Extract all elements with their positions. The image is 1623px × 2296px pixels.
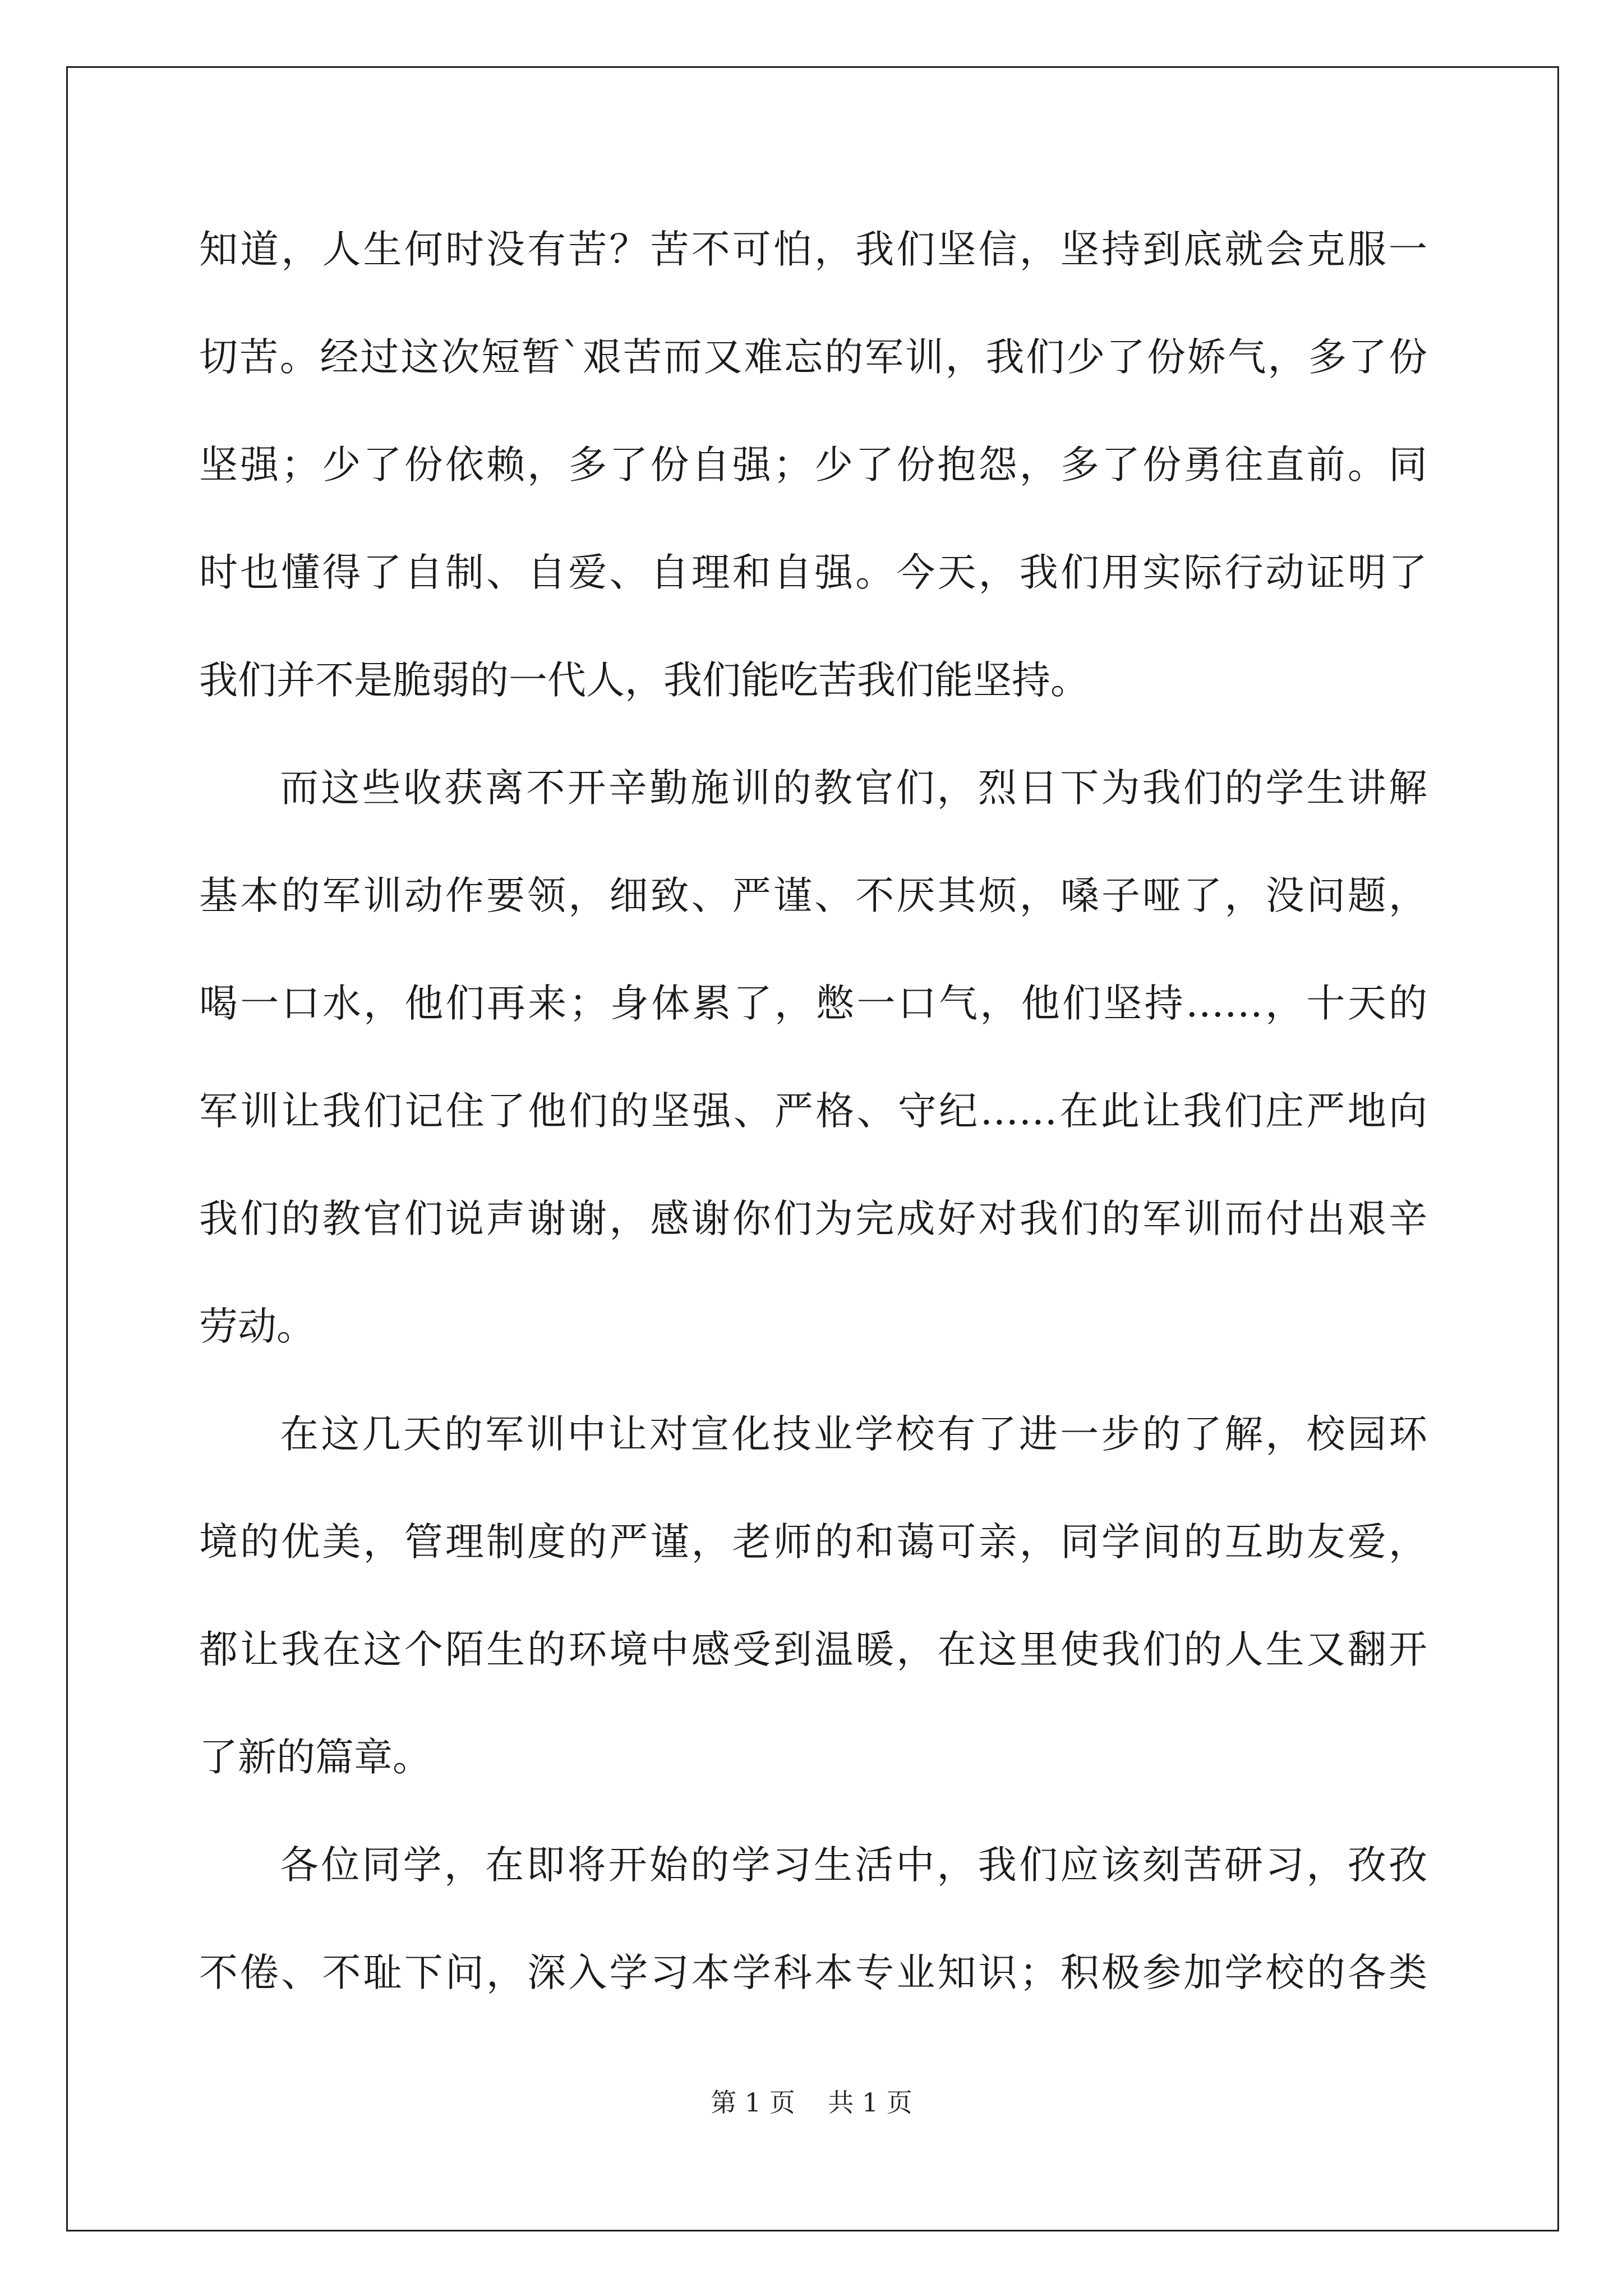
paragraph-first-line: 在这几天的军训中让对宣化技业学校有了进一步的了解，校园环 [280, 1412, 1427, 1457]
text-line: 不倦、不耻下问，深入学习本学科本专业知识；积极参加学校的各类 [199, 1950, 1427, 1995]
text-line: 劳动。 [199, 1304, 315, 1349]
text-line: 境的优美，管理制度的严谨，老师的和蔼可亲，同学间的互助友爱， [199, 1520, 1427, 1565]
text-line: 了新的篇章。 [199, 1735, 431, 1780]
page-number-footer: 第 1 页 共 1 页 [711, 2087, 912, 2118]
text-line: 知道，人生何时没有苦？苦不可怕，我们坚信，坚持到底就会克服一 [199, 227, 1427, 272]
text-line: 时也懂得了自制、自爱、自理和自强。今天，我们用实际行动证明了 [199, 550, 1427, 595]
text-line: 我们的教官们说声谢谢，感谢你们为完成好对我们的军训而付出艰辛 [199, 1197, 1427, 1241]
paragraph-first-line: 各位同学，在即将开始的学习生活中，我们应该刻苦研习，孜孜 [280, 1843, 1427, 1888]
paragraph-first-line: 而这些收获离不开辛勤施训的教官们，烈日下为我们的学生讲解 [280, 766, 1427, 811]
text-line: 我们并不是脆弱的一代人，我们能吃苦我们能坚持。 [199, 658, 1089, 703]
text-line: 喝一口水，他们再来；身体累了，憋一口气，他们坚持……，十天的 [199, 981, 1427, 1026]
text-line: 都让我在这个陌生的环境中感受到温暖，在这里使我们的人生又翻开 [199, 1627, 1427, 1672]
text-line: 切苦。经过这次短暂`艰苦而又难忘的军训，我们少了份娇气，多了份 [199, 335, 1427, 380]
text-line: 基本的军训动作要领，细致、严谨、不厌其烦，嗓子哑了，没问题， [199, 873, 1427, 918]
text-line: 军训让我们记住了他们的坚强、严格、守纪……在此让我们庄严地向 [199, 1089, 1427, 1134]
text-line: 坚强；少了份依赖，多了份自强；少了份抱怨，多了份勇往直前。同 [199, 443, 1427, 487]
document-body [199, 216, 1427, 2047]
